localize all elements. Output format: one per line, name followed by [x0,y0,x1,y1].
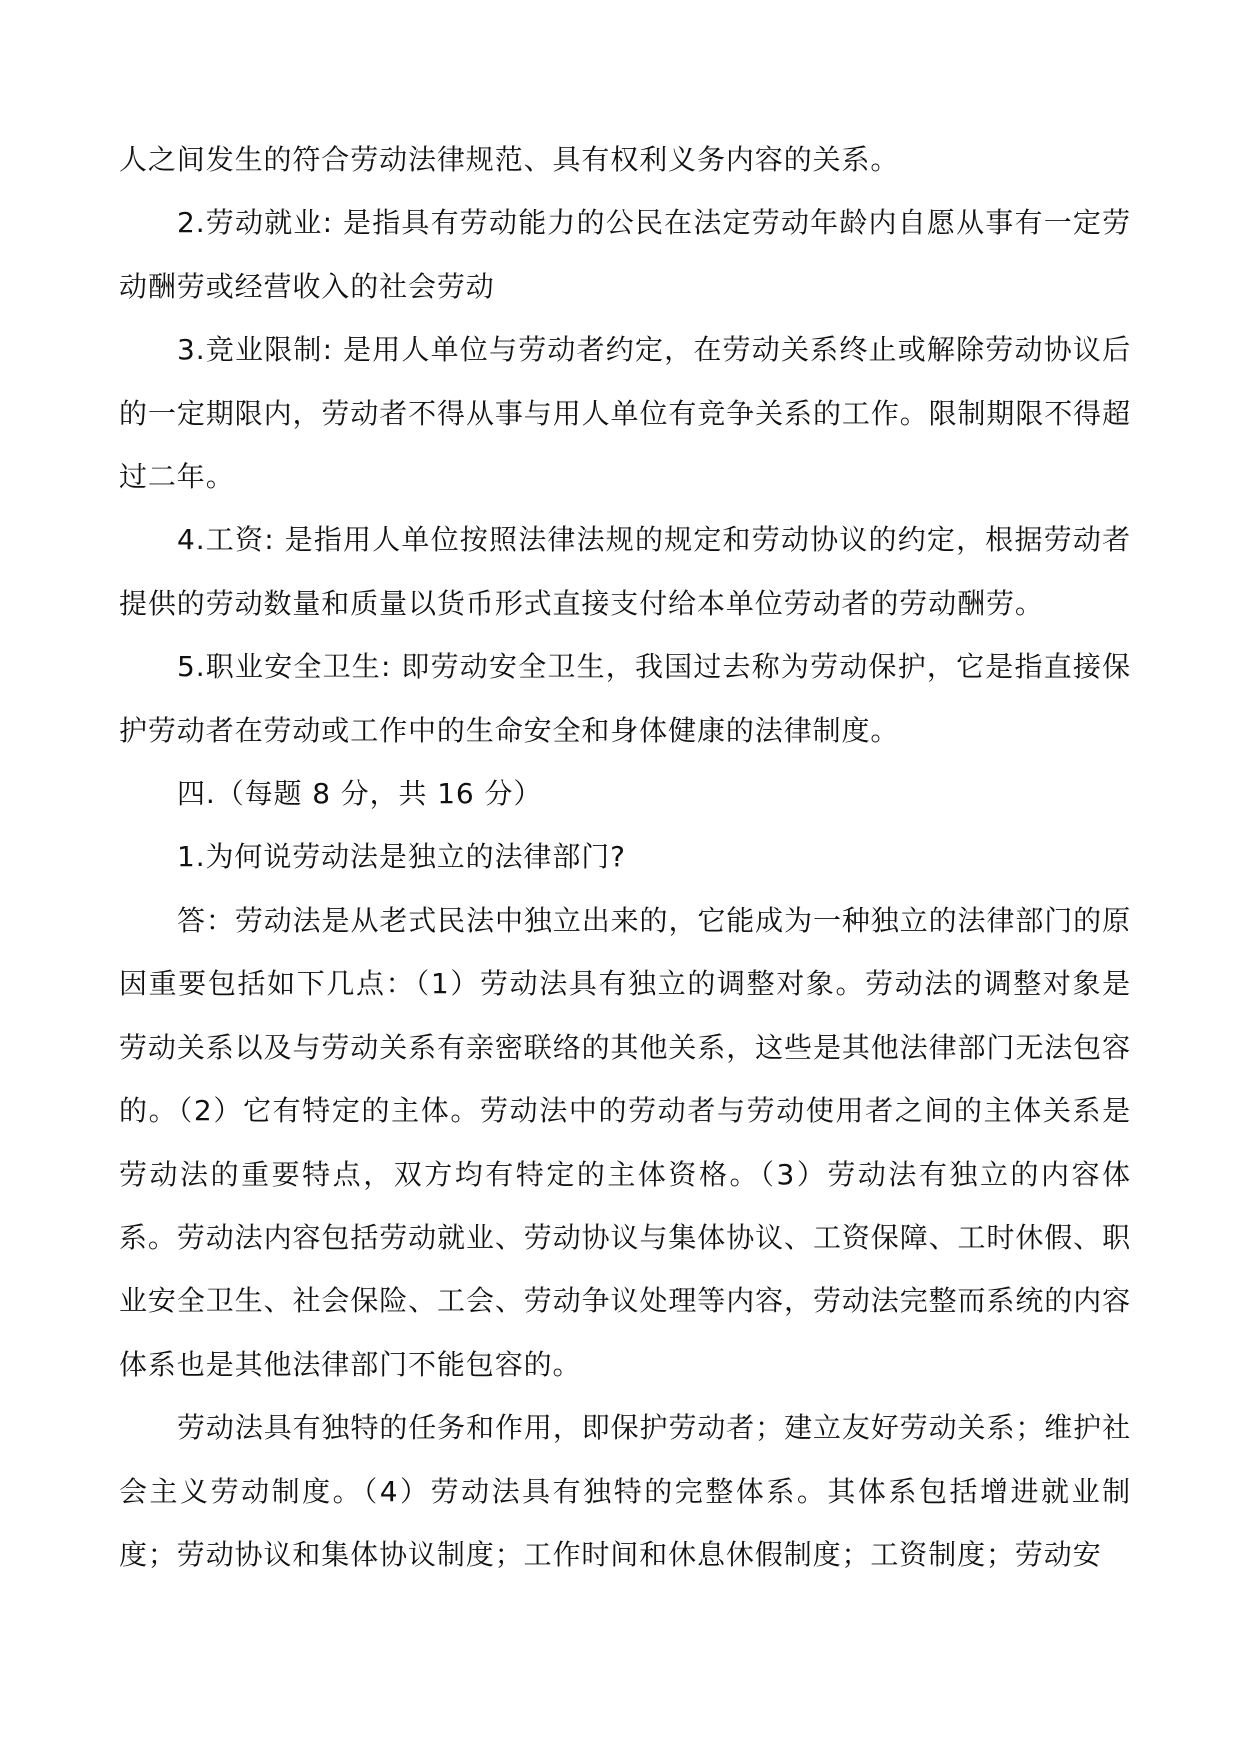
paragraph-definition-wages: 4.工资: 是指用人单位按照法律法规的规定和劳动协议的约定，根据劳动者提供的劳动数量和质量以货币形式直接支付给本单位劳动者的劳动酬劳。 [119,523,1131,620]
answer-one: 答：劳动法是从老式民法中独立出来的，它能成为一种独立的法律部门的原因重要包括如下几点：（1）劳动法具有独立的调整对象。劳动法的调整对象是劳动关系以及与劳动关系有亲密联络的其他关系，这些是其他法律部门无法包容的。（2）它有特定的主体。劳动法中的劳动者与劳动使用者之间的主体关系是劳动法的重要特点，双方均有特定的主体资格。（3）劳动法有独立的内容体系。劳动法内容包括劳动就业、劳动协议与集体协议、工资保障、工时休假、职业安全卫生、社会保险、工会、劳动争议处理等内容，劳动法完整而系统的内容体系也是其他法律部门不能包容的。 [119,903,1131,1381]
question-one: 1.为何说劳动法是独立的法律部门? [177,840,626,874]
paragraph-definition-occupational-safety: 5.职业安全卫生: 即劳动安全卫生，我国过去称为劳动保护，它是指直接保护劳动者在劳动或工作中的生命安全和身体健康的法律制度。 [119,650,1131,747]
answer-one-continued: 劳动法具有独特的任务和作用，即保护劳动者；建立友好劳动关系；维护社会主义劳动制度。（4）劳动法具有独特的完整体系。其体系包括增进就业制度；劳动协议和集体协议制度；工作时间和休息休假制度；工资制度；劳动安 [119,1411,1131,1571]
document-body [119,128,1131,1586]
paragraph-definition-employment: 2.劳动就业: 是指具有劳动能力的公民在法定劳动年龄内自愿从事有一定劳动酬劳或经营收入的社会劳动 [119,206,1131,303]
section-heading-four: 四.（每题 8 分，共 16 分） [177,777,543,811]
paragraph-definition-noncompete: 3.竞业限制: 是用人单位与劳动者约定，在劳动关系终止或解除劳动协议后的一定期限内，劳动者不得从事与用人单位有竞争关系的工作。限制期限不得超过二年。 [119,333,1131,494]
paragraph-relation-continuation: 人之间发生的符合劳动法律规范、具有权利义务内容的关系。 [119,143,900,176]
